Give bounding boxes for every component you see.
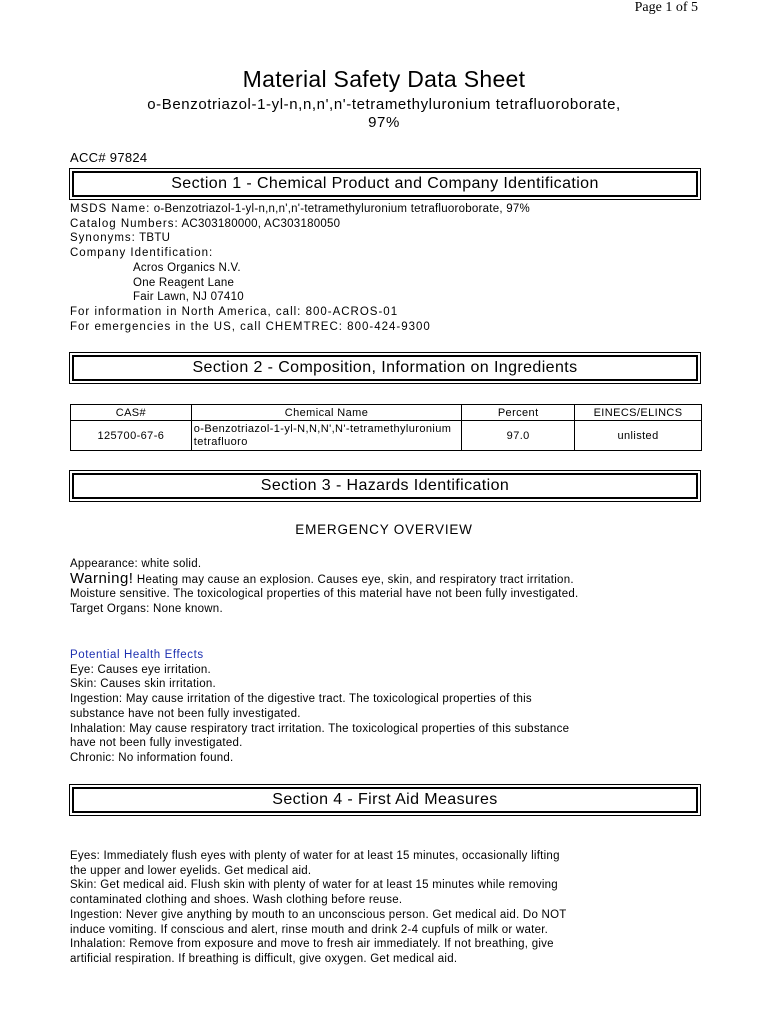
skin-effects: Skin: Causes skin irritation. <box>70 678 216 691</box>
section-3-overview-body <box>70 557 710 617</box>
chronic-effects: Chronic: No information found. <box>70 751 234 764</box>
company-name: Acros Organics N.V. <box>133 261 241 274</box>
column-header: CAS# <box>71 405 192 421</box>
first-aid-ingestion: induce vomiting. If conscious and alert, rinse mouth and drink 2-4 cupfuls of milk or water. <box>70 923 549 936</box>
inhalation-effects: have not been fully investigated. <box>70 737 243 750</box>
section-1-header <box>69 168 701 200</box>
section-1-title: Section 1 - Chemical Product and Company Identification <box>72 171 698 197</box>
target-organs-line: Target Organs: None known. <box>70 603 223 616</box>
ingestion-effects: Ingestion: May cause irritation of the digestive tract. The toxicological properties of this <box>70 693 532 706</box>
ingestion-effects: substance have not been fully investigated. <box>70 707 301 720</box>
section-3-header <box>69 470 701 502</box>
composition-table <box>70 404 702 451</box>
page-number: Page 1 of 5 <box>634 0 698 15</box>
section-4-header <box>69 784 701 816</box>
subtitle-line: 97% <box>368 114 400 131</box>
first-aid-eyes: Eyes: Immediately flush eyes with plenty of water for at least 15 minutes, occasionally lifting <box>70 850 560 862</box>
info-phone-line: For information in North America, call: 800-ACROS-01 <box>70 305 399 318</box>
first-aid-eyes: the upper and lower eyelids. Get medical aid. <box>70 864 312 877</box>
cas-cell: 125700-67-6 <box>71 421 192 451</box>
company-street: One Reagent Lane <box>133 276 235 289</box>
company-identification-label: Company Identification: <box>70 247 214 260</box>
acc-number: ACC# 97824 <box>70 150 148 165</box>
inhalation-effects: Inhalation: May cause respiratory tract irritation. The toxicological properties of this substance <box>70 722 570 735</box>
emergency-phone-line: For emergencies in the US, call CHEMTREC: 800-424-9300 <box>70 320 431 333</box>
warning-line: Warning! Heating may cause an explosion. Causes eye, skin, and respiratory tract irritation. <box>70 569 574 587</box>
document-subtitle <box>80 96 688 132</box>
synonyms: Synonyms: TBTU <box>70 232 171 245</box>
section-4-title: Section 4 - First Aid Measures <box>72 787 698 813</box>
section-2-title: Section 2 - Composition, Information on Ingredients <box>72 355 698 381</box>
catalog-numbers: Catalog Numbers: AC303180000, AC303180050 <box>70 217 341 230</box>
first-aid-skin: Skin: Get medical aid. Flush skin with plenty of water for at least 15 minutes while removing <box>70 879 558 892</box>
section-1-body <box>70 202 710 334</box>
first-aid-skin: contaminated clothing and shoes. Wash clothing before reuse. <box>70 894 403 907</box>
document-title: Material Safety Data Sheet <box>242 66 526 92</box>
eye-effects: Eye: Causes eye irritation. <box>70 663 211 676</box>
first-aid-inhalation: Inhalation: Remove from exposure and move to fresh air immediately. If not breathing, give <box>70 938 554 951</box>
first-aid-ingestion: Ingestion: Never give anything by mouth to an unconscious person. Get medical aid. Do NOT <box>70 908 567 921</box>
column-header: Percent <box>462 405 575 421</box>
first-aid-inhalation: artificial respiration. If breathing is difficult, give oxygen. Get medical aid. <box>70 952 458 965</box>
section-3-title: Section 3 - Hazards Identification <box>72 473 698 499</box>
warning-word: Warning! <box>70 569 134 587</box>
subtitle-line: o-Benzotriazol-1-yl-n,n,n',n'-tetramethyluronium tetrafluoroborate, <box>147 96 621 113</box>
company-city: Fair Lawn, NJ 07410 <box>133 291 244 304</box>
table-header-row <box>71 405 702 421</box>
table-row <box>71 421 702 451</box>
percent-cell: 97.0 <box>462 421 575 451</box>
moisture-line: Moisture sensitive. The toxicological properties of this material have not been fully investigated. <box>70 588 579 601</box>
chemical-name-cell: o-Benzotriazol-1-yl-N,N,N',N'-tetramethyluronium tetrafluoro <box>191 421 462 451</box>
health-effects-body <box>70 648 710 766</box>
appearance-line: Appearance: white solid. <box>70 558 202 570</box>
health-effects-heading: Potential Health Effects <box>70 649 204 661</box>
section-2-header <box>69 352 701 384</box>
msds-name: MSDS Name: o-Benzotriazol-1-yl-n,n,n',n'-tetramethyluronium tetrafluoroborate, 97% <box>70 203 530 215</box>
section-4-body <box>70 849 710 967</box>
column-header: EINECS/ELINCS <box>575 405 702 421</box>
emergency-overview-heading: EMERGENCY OVERVIEW <box>295 522 473 537</box>
einecs-cell: unlisted <box>575 421 702 451</box>
column-header: Chemical Name <box>191 405 462 421</box>
